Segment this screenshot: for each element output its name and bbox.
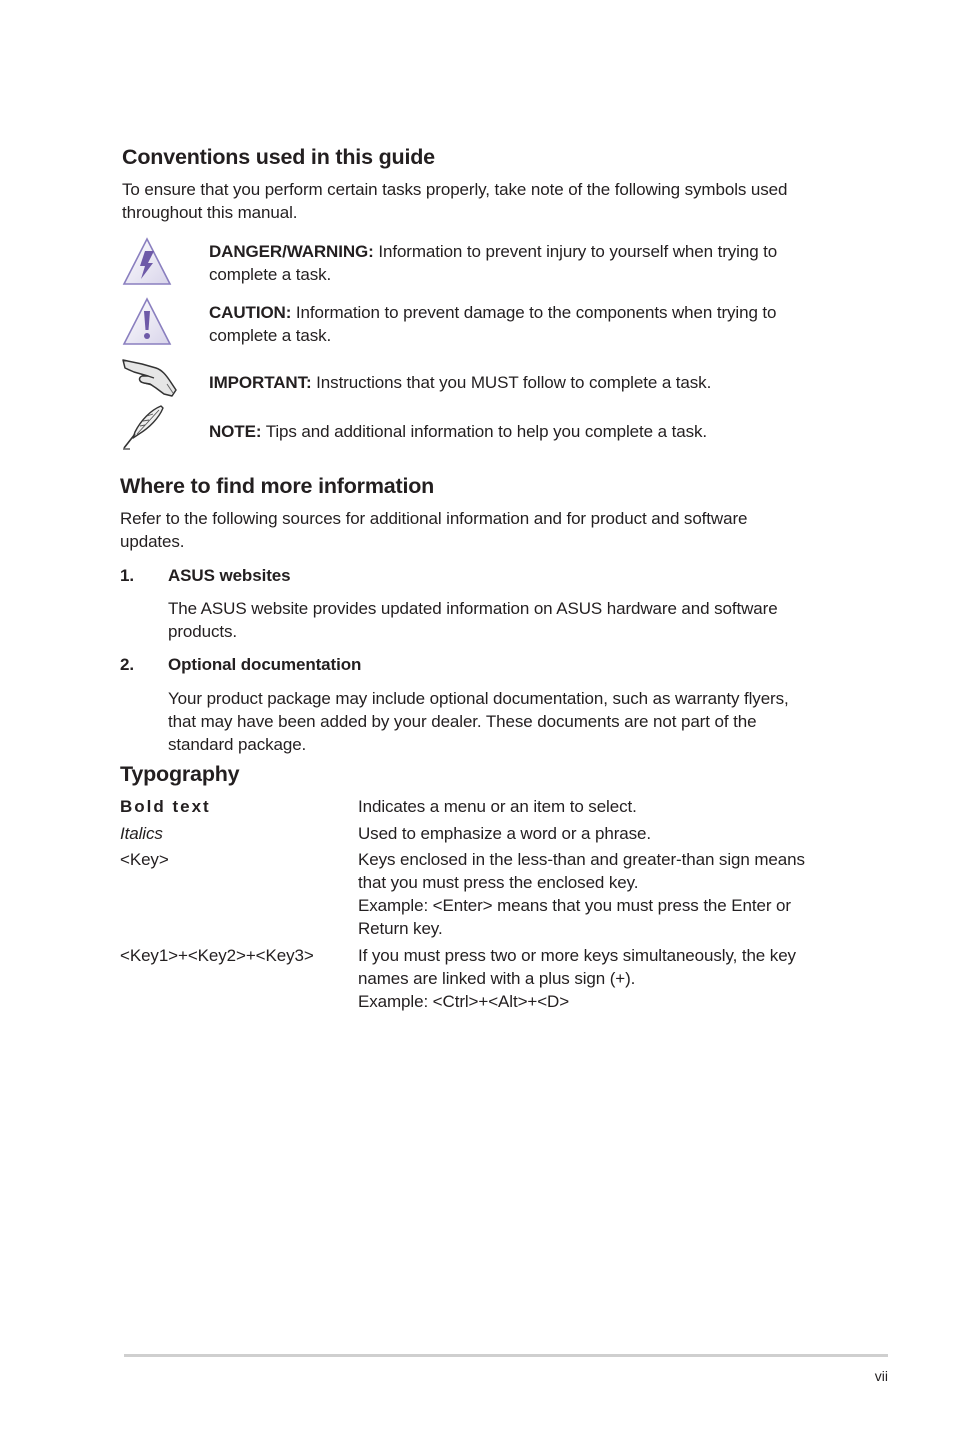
list-item-heading: Optional documentation — [168, 655, 362, 674]
list-item-heading: ASUS websites — [168, 566, 291, 585]
typography-term-bold: Bold text — [120, 797, 211, 816]
conventions-intro: To ensure that you perform certain tasks properly, take note of the following symbols used throughout this manual. — [122, 180, 788, 222]
typography-desc-key-combo: If you must press two or more keys simultaneously, the key names are linked with a plus sign (+). Example: <Ctrl>+<Alt>+<D> — [358, 946, 796, 1011]
typography-desc-bold: Indicates a menu or an item to select. — [358, 797, 637, 816]
typography-term-key: <Key> — [120, 850, 169, 869]
list-item-number: 1. — [120, 566, 134, 585]
where-intro: Refer to the following sources for additional information and for product and software updates. — [120, 509, 748, 551]
typography-term-key-combo: <Key1>+<Key2>+<Key3> — [120, 946, 314, 965]
convention-item-caution: CAUTION: Information to prevent damage to the components when trying to complete a task. — [209, 303, 777, 345]
important-hand-icon — [120, 354, 180, 400]
convention-item-important: IMPORTANT: Instructions that you MUST follow to complete a task. — [209, 373, 712, 392]
list-item-number: 2. — [120, 655, 134, 674]
page-number: vii — [874, 1368, 888, 1384]
note-quill-icon — [121, 404, 167, 452]
section-title-typography: Typography — [120, 762, 240, 786]
caution-icon — [121, 296, 173, 348]
danger-warning-icon — [121, 236, 173, 288]
footer-rule — [124, 1354, 888, 1357]
typography-desc-italics: Used to emphasize a word or a phrase. — [358, 824, 652, 843]
typography-desc-key: Keys enclosed in the less-than and greater-than sign means that you must press the enclosed key. Example: <Enter> means that you must press the Enter or Return key. — [358, 850, 805, 938]
section-title-conventions: Conventions used in this guide — [122, 145, 435, 169]
convention-item-note: NOTE: Tips and additional information to help you complete a task. — [209, 422, 708, 441]
list-item-body: Your product package may include optional documentation, such as warranty flyers, that may have been added by your dealer. These documents are not part of the standard package. — [168, 689, 789, 754]
list-item-body: The ASUS website provides updated information on ASUS hardware and software products. — [168, 599, 778, 641]
typography-term-italics: Italics — [120, 824, 163, 843]
convention-item-danger: DANGER/WARNING: Information to prevent injury to yourself when trying to complete a task. — [209, 242, 778, 284]
section-title-where: Where to find more information — [120, 474, 435, 498]
